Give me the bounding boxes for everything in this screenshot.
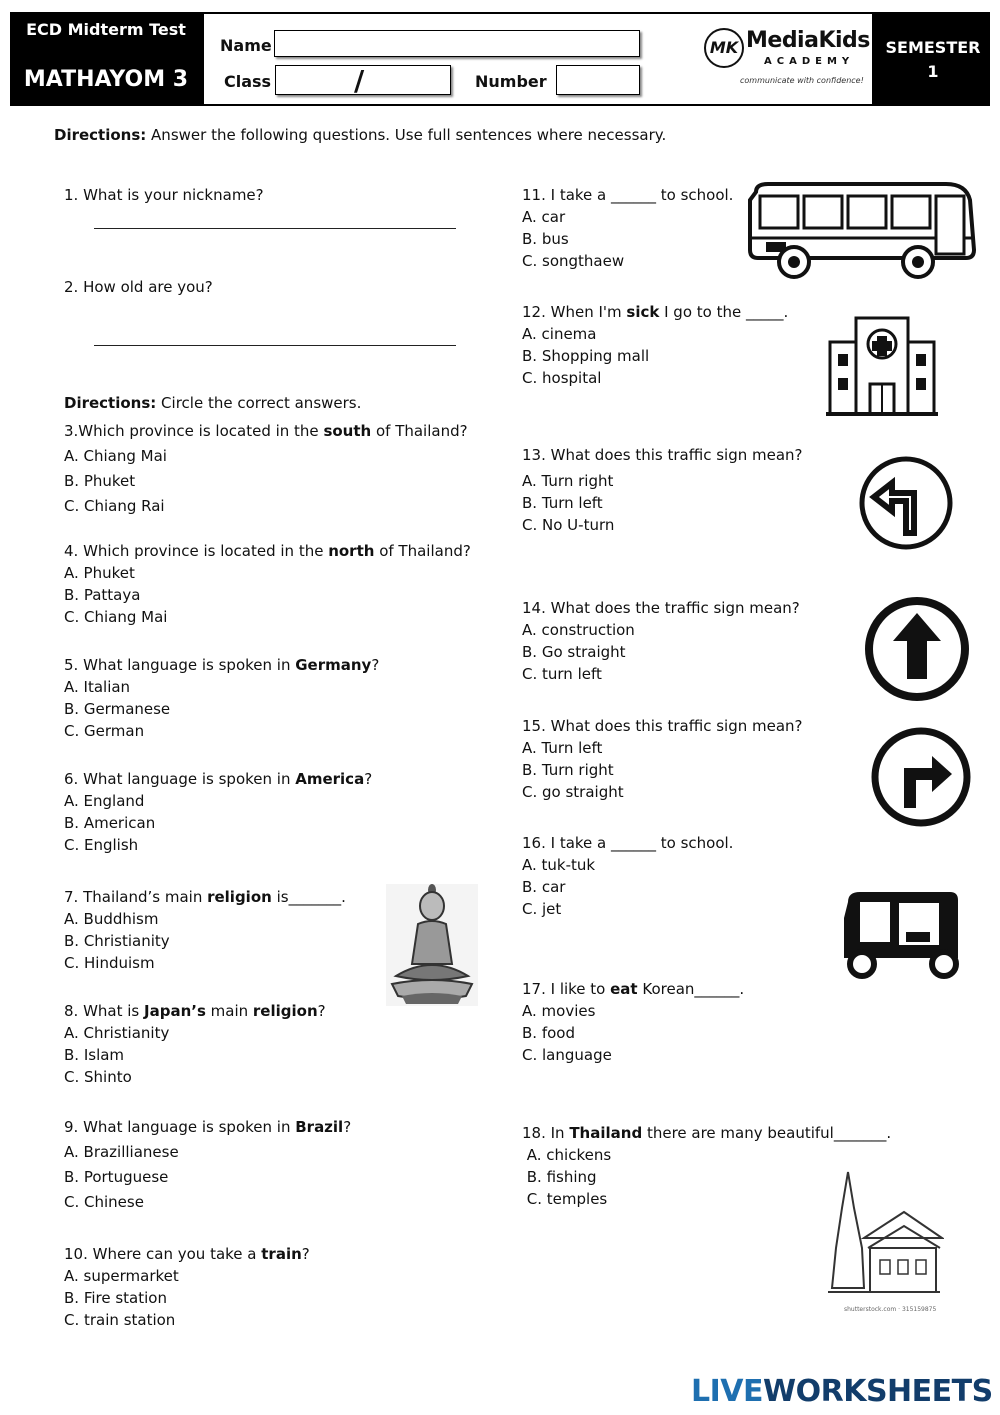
question-8-keyword-2: religion (252, 1002, 318, 1020)
option-b[interactable]: B. Germanese (64, 700, 171, 718)
number-label: Number (475, 72, 547, 91)
question-9-text-end: ? (343, 1118, 352, 1136)
turn-left-sign-icon (858, 455, 954, 551)
question-5-keyword: Germany (295, 656, 372, 674)
option-b[interactable]: B. Portuguese (64, 1168, 169, 1186)
question-12-text: 12. When I'm (522, 303, 627, 321)
name-label: Name (220, 36, 272, 55)
straight-arrow-sign-icon (863, 595, 971, 703)
turn-right-sign-icon (870, 726, 972, 828)
directions-label: Directions: (64, 394, 157, 412)
question-14-text: 14. What does the traffic sign mean? (522, 599, 800, 617)
buddha-statue-illustration (386, 884, 478, 1006)
question-15 (522, 715, 803, 803)
option-a[interactable]: A. tuk-tuk (522, 856, 596, 874)
option-b[interactable]: B. American (64, 814, 156, 832)
mediakids-logo (704, 26, 870, 92)
option-a[interactable]: A. car (522, 208, 566, 226)
directions-text: Answer the following questions. Use full sentences where necessary. (146, 126, 667, 144)
question-17 (522, 978, 744, 1066)
option-a[interactable]: A. Christianity (64, 1024, 170, 1042)
question-9-text: 9. What language is spoken in (64, 1118, 296, 1136)
option-b[interactable]: B. car (522, 878, 566, 896)
header-left (10, 12, 202, 106)
question-10-keyword: train (261, 1245, 302, 1263)
question-4 (64, 540, 471, 628)
option-b[interactable]: B. food (522, 1024, 575, 1042)
question-18-text: 18. In (522, 1124, 570, 1142)
option-c[interactable]: C. Shinto (64, 1068, 132, 1086)
answer-line-1[interactable] (94, 228, 456, 229)
question-7-text: 7. Thailand’s main (64, 888, 208, 906)
question-7-keyword: religion (207, 888, 272, 906)
option-a[interactable]: A. England (64, 792, 145, 810)
question-7-text-end: is_______. (271, 888, 346, 906)
option-c[interactable]: C. Chinese (64, 1193, 144, 1211)
option-c[interactable]: C. go straight (522, 783, 624, 801)
question-3-text: 3.Which province is located in the (64, 422, 324, 440)
liveworksheets-watermark[interactable] (691, 1374, 993, 1409)
option-b[interactable]: B. bus (522, 230, 569, 248)
question-17-keyword: eat (610, 980, 638, 998)
option-a[interactable]: A. Turn right (522, 472, 614, 490)
option-b[interactable]: B. Turn right (522, 761, 614, 779)
option-a[interactable]: A. Italian (64, 678, 131, 696)
option-a[interactable]: A. cinema (522, 325, 597, 343)
grade-title: MATHAYOM 3 (23, 67, 189, 92)
option-a[interactable]: A. Phuket (64, 564, 135, 582)
watermark-worksheets: WORKSHEETS (763, 1374, 993, 1409)
question-8-text-end: ? (317, 1002, 326, 1020)
option-b[interactable]: B. Turn left (522, 494, 603, 512)
question-9-keyword: Brazil (295, 1118, 344, 1136)
answer-line-2[interactable] (94, 345, 456, 346)
question-13 (522, 444, 803, 536)
question-6-keyword: America (295, 770, 365, 788)
question-16 (522, 832, 733, 920)
option-b[interactable]: B. Islam (64, 1046, 125, 1064)
question-11-text: 11. I take a ______ to school. (522, 186, 734, 204)
question-12 (522, 301, 788, 389)
question-5-text-end: ? (371, 656, 380, 674)
thai-temple-sketch (824, 1168, 944, 1304)
question-3 (64, 419, 468, 519)
question-8 (64, 1000, 326, 1088)
option-c[interactable]: C. hospital (522, 369, 602, 387)
question-10 (64, 1243, 310, 1331)
hospital-icon (826, 314, 938, 418)
option-b[interactable]: B. Fire station (64, 1289, 167, 1307)
question-1-text: 1. What is your nickname? (64, 186, 264, 204)
test-title: ECD Midterm Test (26, 20, 186, 39)
logo-tagline: communicate with confidence! (740, 76, 864, 85)
number-field[interactable] (556, 65, 640, 95)
option-c[interactable]: C. language (522, 1046, 612, 1064)
class-label: Class (224, 72, 272, 91)
question-15-text: 15. What does this traffic sign mean? (522, 717, 803, 735)
option-b[interactable]: B. Go straight (522, 643, 626, 661)
semester-block (876, 12, 990, 106)
question-17-text-end: Korean______. (637, 980, 745, 998)
option-c[interactable]: C. Hinduism (64, 954, 155, 972)
question-2 (64, 276, 213, 298)
question-11 (522, 184, 733, 272)
semester-label: SEMESTER (885, 38, 981, 57)
question-5 (64, 654, 379, 742)
question-16-text: 16. I take a ______ to school. (522, 834, 734, 852)
option-c[interactable]: C. train station (64, 1311, 176, 1329)
semester-value: 1 (927, 62, 939, 81)
question-8-text-mid: main (205, 1002, 253, 1020)
option-b[interactable]: B. Christianity (64, 932, 170, 950)
question-8-keyword: Japan’s (144, 1002, 206, 1020)
logo-mark: MK (704, 28, 744, 68)
option-c[interactable]: C. English (64, 836, 139, 854)
option-a[interactable]: A. construction (522, 621, 635, 639)
directions-label: Directions: (54, 126, 147, 144)
option-a[interactable]: A. Turn left (522, 739, 603, 757)
directions-text: Circle the correct answers. (156, 394, 362, 412)
question-7 (64, 886, 346, 974)
question-12-keyword: sick (626, 303, 660, 321)
bus-illustration (746, 180, 978, 282)
logo-subtitle: ACADEMY (764, 56, 855, 67)
option-c[interactable]: C. temples (522, 1190, 608, 1208)
option-b[interactable]: B. Phuket (64, 472, 136, 490)
option-c[interactable]: C. songthaew (522, 252, 625, 270)
option-b[interactable]: B. Pattaya (64, 586, 141, 604)
student-info-panel (204, 14, 872, 104)
option-a[interactable]: A. Buddhism (64, 910, 159, 928)
option-a[interactable]: A. Brazillianese (64, 1143, 179, 1161)
question-9 (64, 1115, 351, 1215)
option-b[interactable]: B. fishing (522, 1168, 597, 1186)
class-separator: / (354, 64, 365, 97)
question-3-keyword: south (323, 422, 372, 440)
option-a[interactable]: A. chickens (522, 1146, 612, 1164)
tuk-tuk-icon (840, 888, 964, 980)
question-4-text: 4. Which province is located in the (64, 542, 329, 560)
option-c[interactable]: C. Chiang Rai (64, 497, 165, 515)
option-a[interactable]: A. movies (522, 1002, 596, 1020)
option-c[interactable]: C. turn left (522, 665, 602, 683)
question-2-text: 2. How old are you? (64, 278, 213, 296)
question-1 (64, 184, 264, 206)
question-4-text-end: of Thailand? (374, 542, 471, 560)
question-5-text: 5. What language is spoken in (64, 656, 296, 674)
option-a[interactable]: A. supermarket (64, 1267, 179, 1285)
temple-image-credit: shutterstock.com · 315159875 (844, 1306, 937, 1313)
question-10-text-end: ? (301, 1245, 310, 1263)
option-c[interactable]: C. German (64, 722, 145, 740)
option-c[interactable]: C. Chiang Mai (64, 608, 168, 626)
logo-name: MediaKids (746, 28, 870, 53)
question-8-text: 8. What is (64, 1002, 145, 1020)
option-c[interactable]: C. jet (522, 900, 562, 918)
question-3-text-end: of Thailand? (371, 422, 468, 440)
question-6 (64, 768, 372, 856)
directions-circle (64, 394, 361, 412)
question-6-text-end: ? (364, 770, 373, 788)
question-6-text: 6. What language is spoken in (64, 770, 296, 788)
question-13-text: 13. What does this traffic sign mean? (522, 446, 803, 464)
question-17-text: 17. I like to (522, 980, 611, 998)
option-a[interactable]: A. Chiang Mai (64, 447, 167, 465)
watermark-live: LIVE (691, 1374, 763, 1409)
question-10-text: 10. Where can you take a (64, 1245, 262, 1263)
question-18-keyword: Thailand (569, 1124, 643, 1142)
question-4-keyword: north (328, 542, 375, 560)
directions-open-questions (54, 126, 666, 144)
question-18-text-end: there are many beautiful_______. (642, 1124, 892, 1142)
header-bar (10, 12, 990, 106)
question-12-text-end: I go to the _____. (659, 303, 789, 321)
option-c[interactable]: C. No U-turn (522, 516, 615, 534)
name-field[interactable] (274, 30, 640, 57)
option-b[interactable]: B. Shopping mall (522, 347, 650, 365)
question-14 (522, 597, 800, 685)
